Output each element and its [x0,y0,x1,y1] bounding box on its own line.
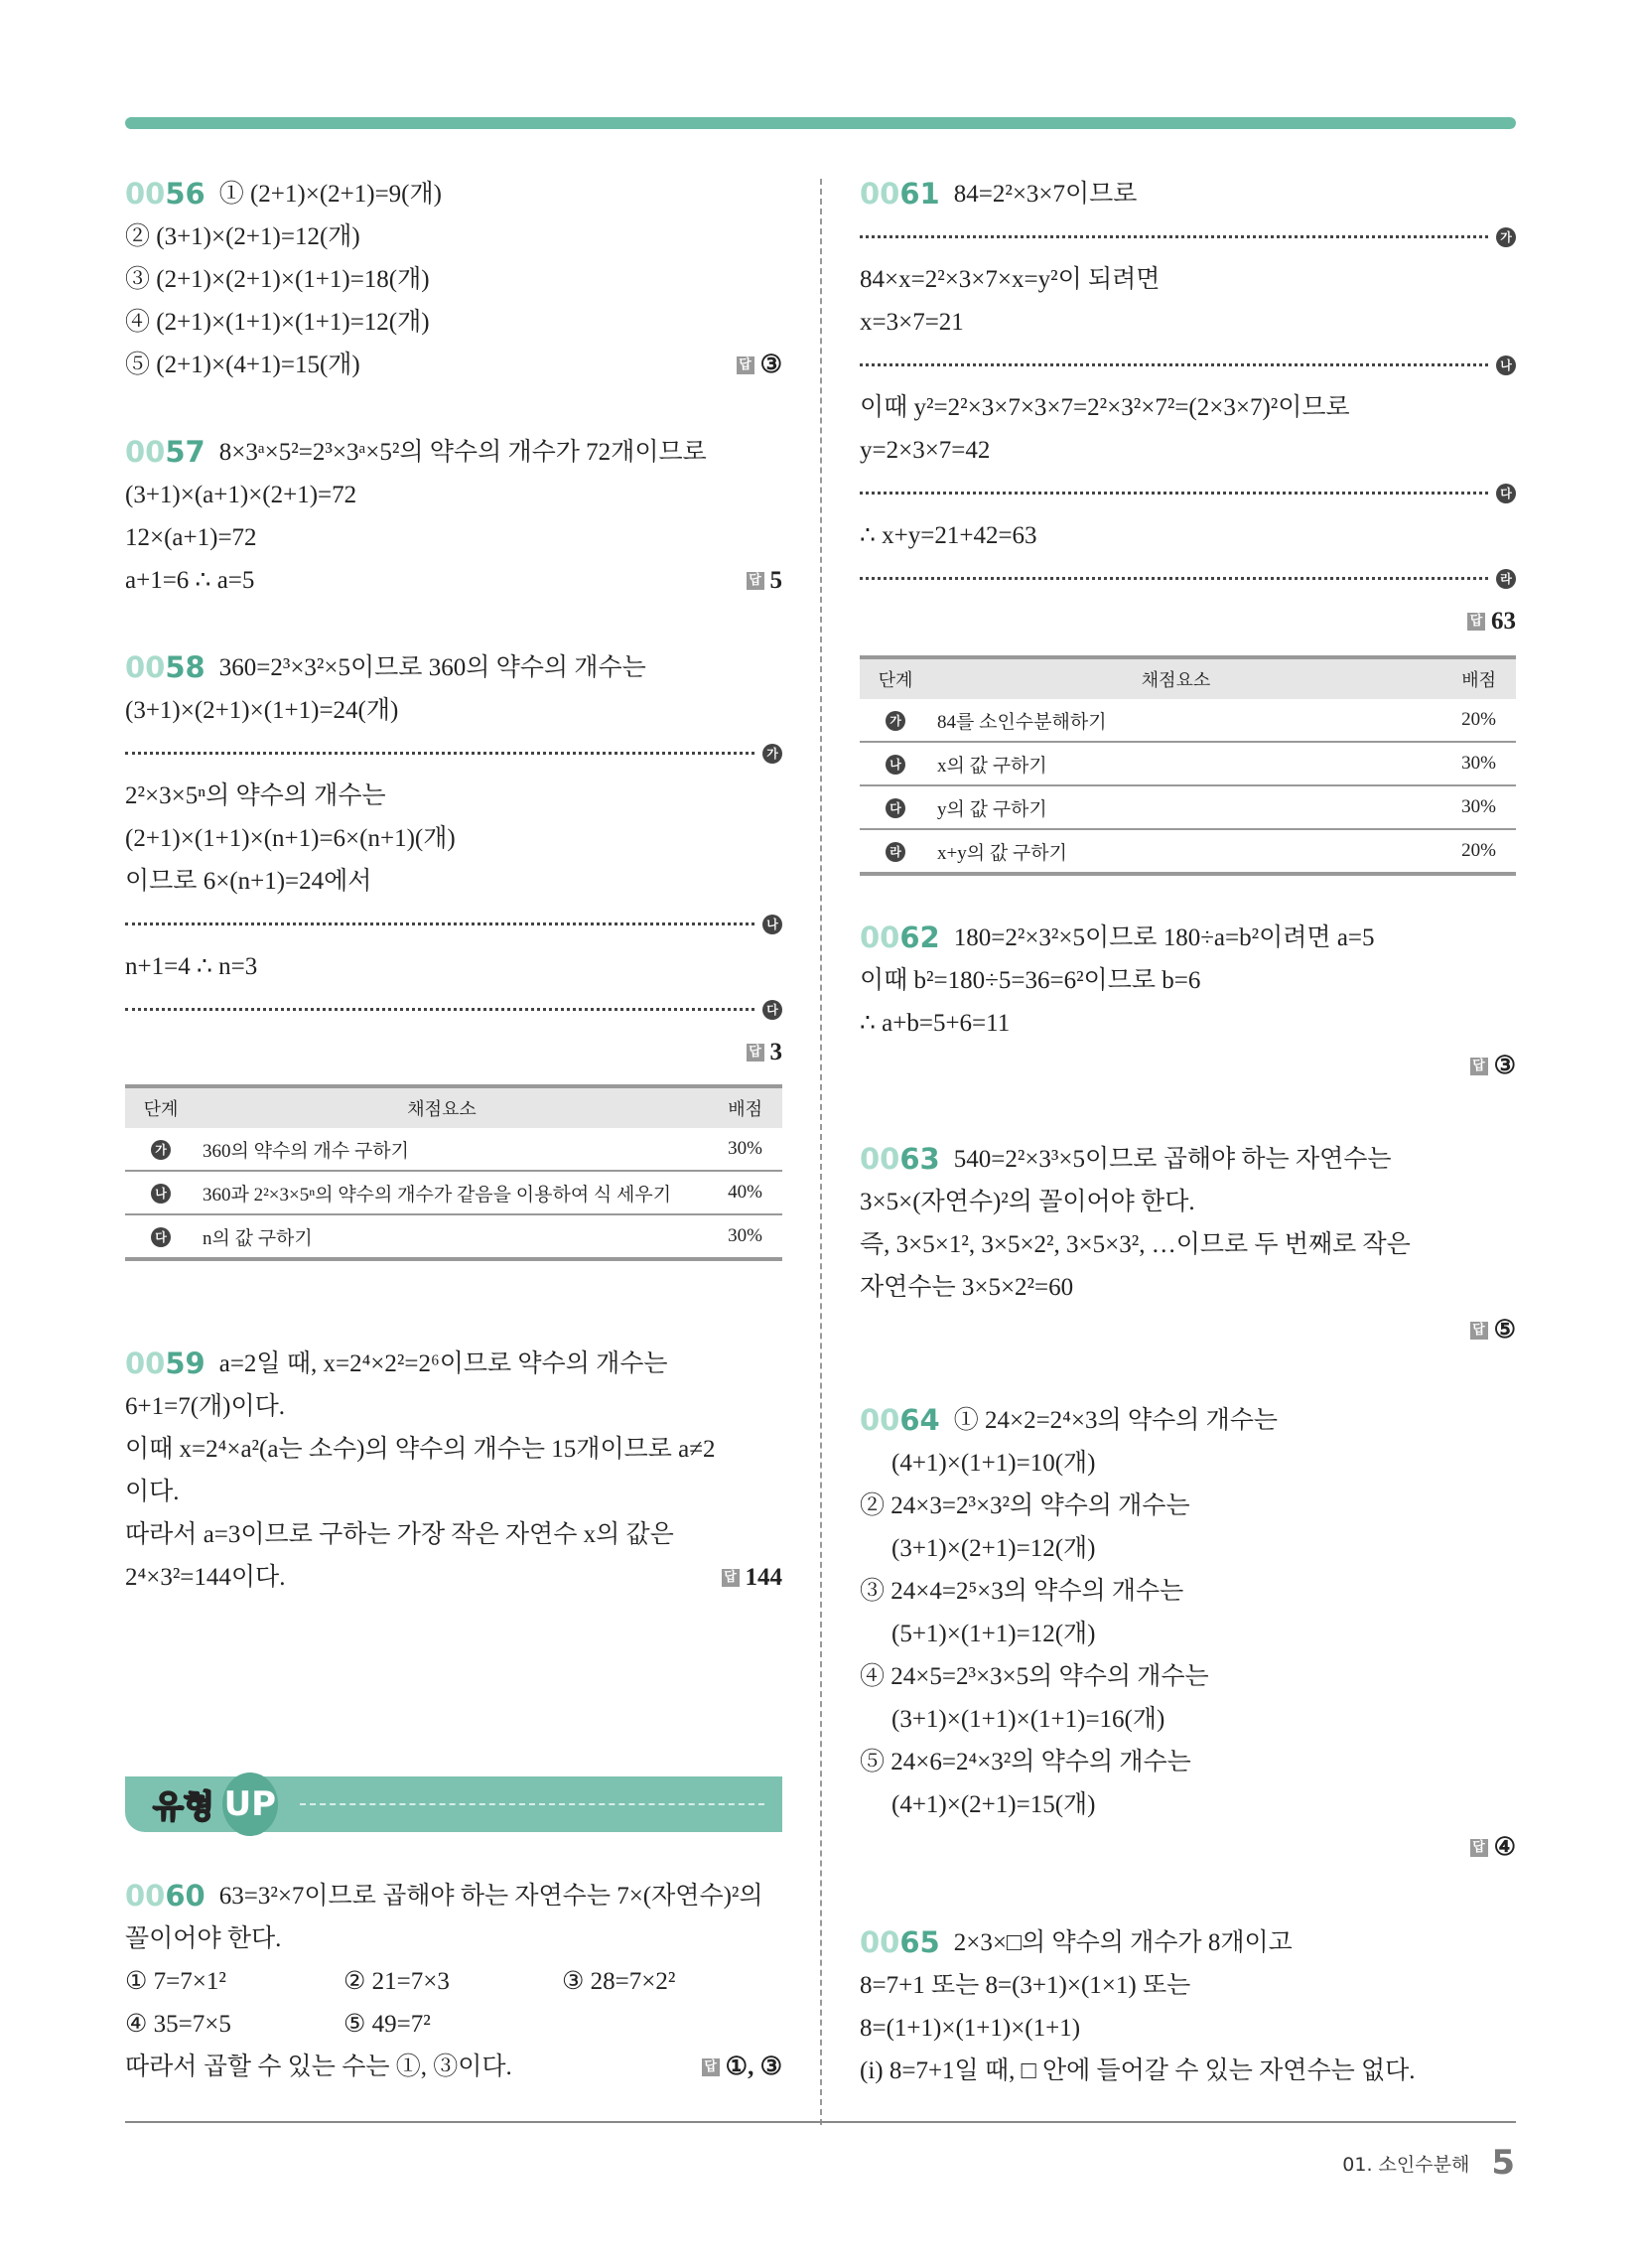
solution-line [125,1917,782,1960]
solution-line [860,173,1516,215]
step-marker-icon: 나 [762,915,782,934]
answer-value: 5 [769,567,782,594]
step-marker-icon: 라 [1496,569,1516,589]
line-text: ③ (2+1)×(2+1)×(1+1)=18(개) [125,266,430,293]
table-row [860,785,1516,829]
solution-0065 [860,1921,1516,2092]
solution-0063 [860,1138,1516,1351]
solution-0057 [125,431,782,602]
answer-icon: 답 [747,572,764,590]
line-text: 이므로 6×(n+1)=24에서 [125,868,372,895]
solution-line [125,945,782,988]
solution-line [860,1741,1516,1783]
solution-line [860,1138,1516,1181]
line-text: (3+1)×(2+1)=12(개) [891,1535,1096,1562]
step-marker-icon: 가 [762,744,782,764]
problem-number: 0061 [860,173,940,215]
step-cell [125,1214,197,1259]
answer [1470,1826,1516,1869]
step-marker-icon: 나 [886,755,905,775]
solution-line [125,301,782,344]
choice-row [125,1960,780,2003]
solution-line [125,1556,782,1599]
answer [737,344,782,386]
line-text: 63=3²×7이므로 곱해야 하는 자연수는 7×(자연수)²의 [218,1883,763,1910]
line-text: 이다. [125,1479,180,1505]
criteria-cell: n의 값 구하기 [197,1214,687,1259]
line-text: 12×(a+1)=72 [125,524,257,551]
page-number: 5 [1491,2143,1515,2183]
solution-line [860,1527,1516,1570]
step-marker-icon: 다 [886,798,905,818]
line-text: 8=7+1 또는 8=(3+1)×(1×1) 또는 [860,1972,1191,1999]
solution-line [860,2007,1516,2050]
solution-line [860,2050,1516,2092]
solution-line [125,516,782,559]
criteria-cell: x+y의 값 구하기 [931,829,1421,874]
criteria-cell: 360의 약수의 개수 구하기 [197,1128,687,1171]
solution-line [125,215,782,258]
line-text: 이때 y²=2²×3×7×3×7=2²×3²×7²=(2×3×7)²이므로 [860,394,1350,421]
points-cell: 30% [1421,785,1516,829]
solution-line [125,646,782,689]
line-text: ④ 24×5=2³×3×5의 약수의 개수는 [860,1663,1209,1690]
problem-number: 0056 [125,173,205,215]
line-text: 자연수는 3×5×2²=60 [860,1274,1074,1301]
solution-line [860,1309,1516,1351]
points-cell: 40% [687,1171,782,1214]
criteria-cell: x의 값 구하기 [931,742,1421,785]
answer [1470,1045,1516,1087]
line-text: ② 24×3=2³×3²의 약수의 개수는 [860,1492,1190,1519]
column-divider [820,179,822,2125]
solution-line [860,1655,1516,1698]
page-footer [1342,2143,1515,2183]
line-text: 따라서 a=3이므로 구하는 가장 작은 자연수 x의 값은 [125,1521,674,1548]
solution-line [125,258,782,301]
dotted-rule [860,577,1488,580]
dotted-rule [125,752,754,755]
scoring-table-0061 [860,655,1516,876]
points-cell: 30% [687,1214,782,1259]
step-cell [125,1171,197,1214]
line-text: x=3×7=21 [860,309,964,336]
dotted-rule [125,922,754,925]
step-marker-icon: 나 [151,1184,171,1204]
criteria-cell: 84를 소인수분해하기 [931,699,1421,742]
problem-number: 0064 [860,1399,940,1442]
table-row [860,829,1516,874]
solution-line [860,1045,1516,1087]
step-cell [860,699,931,742]
line-text: (3+1)×(2+1)×(1+1)=24(개) [125,697,399,724]
table-row [125,1214,782,1259]
points-cell: 30% [1421,742,1516,785]
line-text: (2+1)×(1+1)×(n+1)=6×(n+1)(개) [125,825,456,852]
line-text: ④ (2+1)×(1+1)×(1+1)=12(개) [125,309,430,336]
solution-line [125,1428,782,1471]
answer [747,1031,783,1073]
chapter-title: 01. 소인수분해 [1342,2153,1470,2176]
line-text: ⑤ 24×6=2⁴×3²의 약수의 개수는 [860,1749,1191,1775]
solution-line [125,2046,782,2088]
solution-line [860,600,1516,642]
dotted-rule [860,492,1488,495]
solution-line [860,1921,1516,1964]
points-cell: 20% [1421,829,1516,874]
step-marker-icon: 가 [886,711,905,731]
answer-icon: 답 [1470,1839,1488,1857]
line-text: 이때 b²=180÷5=36=6²이므로 b=6 [860,967,1201,994]
solution-line [125,817,782,860]
scoring-table-0058 [125,1084,782,1261]
problem-number: 0065 [860,1921,940,1964]
column-header: 단계 [125,1086,197,1128]
solution-line [860,959,1516,1002]
choice: ⑤ 49=7² [343,2011,431,2038]
step-separator [860,344,1516,386]
choice: ④ 35=7×5 [125,2011,231,2038]
answer [1470,1309,1516,1351]
problem-number: 0063 [860,1138,940,1181]
line-text: (3+1)×(a+1)×(2+1)=72 [125,482,357,508]
answer [702,2046,782,2088]
points-cell: 30% [687,1128,782,1171]
step-separator [860,557,1516,600]
table-row [125,1128,782,1171]
solution-line [860,1399,1516,1442]
solution-line [125,344,782,386]
solution-line [125,1875,782,1917]
line-text: ∴ x+y=21+42=63 [860,522,1037,549]
solution-line [125,1960,782,2003]
line-text: 84×x=2²×3×7×x=y²이 되려면 [860,266,1161,293]
solution-line [860,1223,1516,1266]
solution-0059 [125,1343,782,1599]
solution-0064 [860,1399,1516,1869]
solution-line [860,1181,1516,1223]
dotted-rule [860,363,1488,366]
solution-0061 [860,173,1516,642]
solution-line [860,1266,1516,1309]
table-header-row [860,657,1516,699]
answer-icon: 답 [737,356,754,374]
step-marker-icon: 가 [151,1140,171,1160]
solution-line [125,474,782,516]
table-row [860,699,1516,742]
line-text: 540=2²×3³×5이므로 곱해야 하는 자연수는 [953,1146,1392,1173]
solution-0058 [125,646,782,1073]
solution-line [860,301,1516,344]
line-text: ② (3+1)×(2+1)=12(개) [125,223,360,250]
problem-number: 0058 [125,646,205,689]
answer-icon: 답 [747,1044,764,1062]
step-separator [860,215,1516,258]
line-text: 이때 x=2⁴×a²(a는 소수)의 약수의 개수는 15개이므로 a≠2 [125,1436,716,1463]
column-header: 배점 [1421,657,1516,699]
solution-line [860,1002,1516,1045]
step-cell [125,1128,197,1171]
line-text: 따라서 곱할 수 있는 수는 ①, ③이다. [125,2054,512,2080]
step-marker-icon: 다 [1496,484,1516,503]
table-header-row [125,1086,782,1128]
line-text: 즉, 3×5×1², 3×5×2², 3×5×3², …이므로 두 번째로 작은 [860,1231,1411,1258]
solution-line [860,1964,1516,2007]
line-text: 8×3ᵃ×5²=2³×3ᵃ×5²의 약수의 개수가 72개이므로 [218,439,707,466]
criteria-cell: y의 값 구하기 [931,785,1421,829]
answer-icon: 답 [1470,1058,1488,1075]
line-text: ① 24×2=2⁴×3의 약수의 개수는 [953,1407,1279,1434]
table-row [125,1171,782,1214]
step-marker-icon: 가 [1496,227,1516,247]
banner-dashed-line [300,1803,764,1805]
line-text: 8=(1+1)×(1+1)×(1+1) [860,2015,1081,2042]
line-text: 꼴이어야 한다. [125,1925,282,1952]
line-text: (4+1)×(1+1)=10(개) [891,1450,1096,1477]
banner-title: 유형 [153,1787,214,1825]
dotted-rule [125,1008,754,1011]
points-cell: 20% [1421,699,1516,742]
solution-line [860,429,1516,472]
solution-line [125,1471,782,1513]
line-text: ① (2+1)×(2+1)=9(개) [218,181,442,208]
column-header: 배점 [687,1086,782,1128]
step-marker-icon: 다 [762,1000,782,1020]
solution-line [125,1031,782,1073]
line-text: ③ 24×4=2⁵×3의 약수의 개수는 [860,1578,1184,1605]
solution-line [860,258,1516,301]
dotted-rule [860,235,1488,238]
solution-line [125,775,782,817]
solution-line [860,1826,1516,1869]
solution-line [125,559,782,602]
answer-value: ⑤ [1493,1317,1516,1344]
step-cell [860,742,931,785]
solution-line [125,173,782,215]
step-separator [125,988,782,1031]
solution-0062 [860,917,1516,1087]
step-separator [860,472,1516,514]
solution-line [860,1570,1516,1613]
answer-value: ④ [1493,1834,1516,1861]
solution-line [125,2003,782,2046]
solution-line [125,1343,782,1385]
problem-number: 0059 [125,1343,205,1385]
step-cell [860,785,931,829]
column-header: 단계 [860,657,931,699]
step-marker-icon: 라 [886,842,905,862]
problem-number: 0060 [125,1875,205,1917]
line-text: 2⁴×3²=144이다. [125,1564,286,1591]
answer-value: 63 [1491,608,1516,635]
step-marker-icon: 다 [151,1227,171,1247]
solution-0056 [125,173,782,386]
criteria-cell: 360과 2²×3×5ⁿ의 약수의 개수가 같음을 이용하여 식 세우기 [197,1171,687,1214]
solution-line [125,860,782,903]
solution-0060 [125,1875,782,2088]
line-text: a+1=6 ∴ a=5 [125,567,255,594]
problem-number: 0062 [860,917,940,959]
answer [1467,600,1516,642]
answer-value: ①, ③ [725,2054,782,2080]
bottom-rule [125,2121,1516,2123]
answer-icon: 답 [702,2058,720,2076]
answer [722,1556,783,1599]
answer-icon: 답 [1470,1322,1488,1340]
answer [747,559,783,602]
line-text: y=2×3×7=42 [860,437,991,464]
solution-line [125,1513,782,1556]
column-header: 채점요소 [931,657,1421,699]
answer-icon: 답 [722,1569,740,1587]
line-text: 360=2³×3²×5이므로 360의 약수의 개수는 [218,654,646,681]
solution-line [860,1442,1516,1485]
solution-line [125,431,782,474]
line-text: 2²×3×5ⁿ의 약수의 개수는 [125,782,386,809]
top-accent-bar [125,117,1516,129]
choice: ③ 28=7×2² [562,1968,676,1995]
solution-line [860,1485,1516,1527]
line-text: (5+1)×(1+1)=12(개) [891,1621,1096,1647]
choice-row [125,2003,562,2046]
step-separator [125,732,782,775]
line-text: 180=2²×3²×5이므로 180÷a=b²이려면 a=5 [953,924,1375,951]
solution-line [860,917,1516,959]
line-text: ⑤ (2+1)×(4+1)=15(개) [125,352,360,378]
line-text: 2×3×□의 약수의 개수가 8개이고 [953,1929,1293,1956]
column-header: 채점요소 [197,1086,687,1128]
line-text: 6+1=7(개)이다. [125,1393,286,1420]
solution-line [125,1385,782,1428]
line-text: (3+1)×(1+1)×(1+1)=16(개) [891,1706,1165,1733]
solution-line [860,514,1516,557]
table-row [860,742,1516,785]
line-text: (4+1)×(2+1)=15(개) [891,1791,1096,1818]
step-marker-icon: 나 [1496,355,1516,375]
answer-value: ③ [759,352,782,378]
solution-line [860,386,1516,429]
type-up-banner [125,1776,782,1832]
solution-line [860,1613,1516,1655]
choice: ① 7=7×1² [125,1968,226,1995]
line-text: n+1=4 ∴ n=3 [125,953,258,980]
step-cell [860,829,931,874]
problem-number: 0057 [125,431,205,474]
solution-line [860,1698,1516,1741]
banner-badge: UP [222,1772,278,1836]
solution-line [125,689,782,732]
answer-value: 3 [769,1039,782,1065]
line-text: (i) 8=7+1일 때, □ 안에 들어갈 수 있는 자연수는 없다. [860,2057,1416,2084]
line-text: 3×5×(자연수)²의 꼴이어야 한다. [860,1189,1195,1215]
answer-value: 144 [745,1564,782,1591]
solution-line [860,1783,1516,1826]
line-text: ∴ a+b=5+6=11 [860,1010,1011,1037]
choice: ② 21=7×3 [343,1968,450,1995]
line-text: a=2일 때, x=2⁴×2²=2⁶이므로 약수의 개수는 [218,1350,668,1377]
answer-icon: 답 [1467,613,1485,631]
answer-value: ③ [1493,1053,1516,1079]
line-text: 84=2²×3×7이므로 [953,181,1138,208]
step-separator [125,903,782,945]
